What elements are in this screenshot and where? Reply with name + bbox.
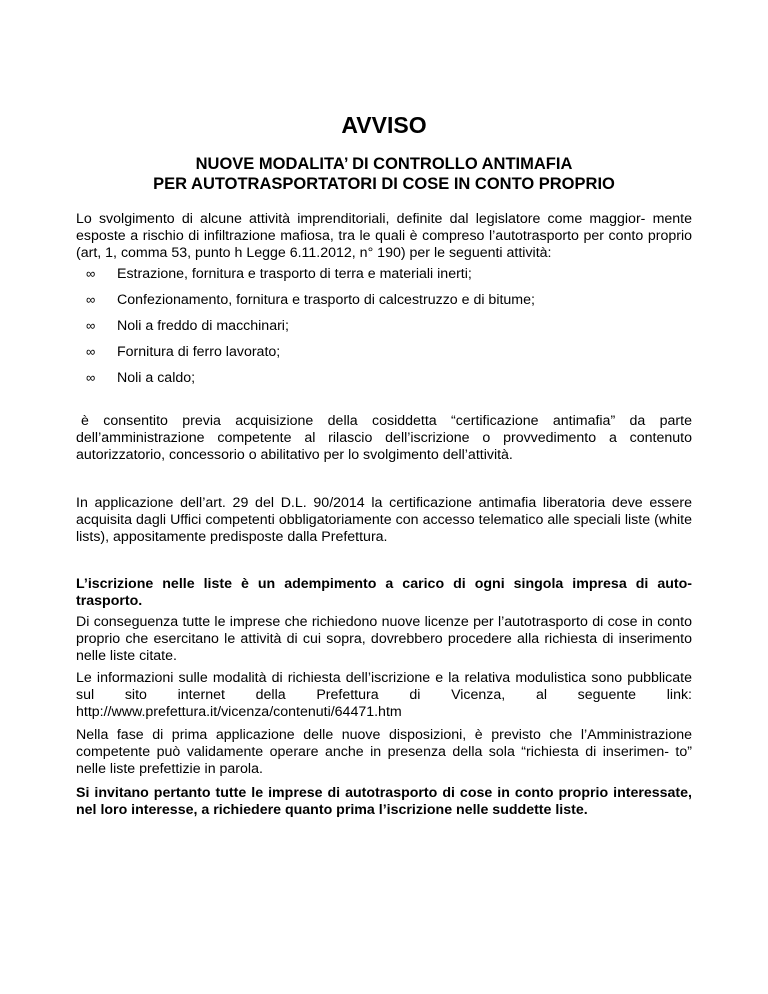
infinity-bullet-icon: ∞ (86, 292, 96, 308)
list-item-text: Estrazione, fornitura e trasporto di terra e materiali inerti; (117, 266, 472, 282)
conseguenza-paragraph: Di conseguenza tutte le imprese che richiedono nuove licenze per l’autotrasporto di cose in conto proprio che esercitano le attività di cui sopra, dovrebbero procedere alla richiesta di inserimento nelle liste citate. (76, 614, 692, 664)
subtitle-line-2: PER AUTOTRASPORTATORI DI COSE IN CONTO PROPRIO (153, 175, 615, 193)
infinity-bullet-icon: ∞ (86, 344, 96, 360)
list-item (76, 266, 692, 283)
activities-list (76, 266, 692, 396)
list-item-text: Fornitura di ferro lavorato; (117, 344, 281, 361)
iscrizione-paragraph: L’iscrizione nelle liste è un adempimento a carico di ogni singola impresa di auto- trasporto. (76, 576, 692, 609)
list-item (76, 370, 692, 387)
document-subtitle (76, 154, 692, 194)
list-item (76, 318, 692, 335)
list-item (76, 292, 692, 309)
list-item-text: Confezionamento, fornitura e trasporto di calcestruzzo e di bitume; (117, 292, 535, 309)
consentito-paragraph: è consentito previa acquisizione della cosiddetta “certificazione antimafia” da parte dell’amministrazione competente al rilascio dell’iscrizione o provvedimento a contenuto autorizzatorio, concessorio o abilitativo per lo svolgimento dell’attività. (76, 413, 692, 463)
infinity-bullet-icon: ∞ (86, 370, 96, 386)
prima-applicazione-paragraph: Nella fase di prima applicazione delle nuove disposizioni, è previsto che l’Amministrazione competente può validamente operare anche in presenza della sola “richiesta di inserimen- to” nelle liste prefettizie in parola. (76, 727, 692, 777)
prefettura-link: http://www.prefettura.it/vicenza/contenuti/64471.htm (76, 703, 402, 720)
applicazione-paragraph: In applicazione dell’art. 29 del D.L. 90/2014 la certificazione antimafia liberatoria deve essere acquisita dagli Uffici competenti obbligatoriamente con accesso telematico alle speciali liste (white lists), appositamente predisposte dalla Prefettura. (76, 495, 692, 545)
infinity-bullet-icon: ∞ (86, 266, 96, 281)
list-item-text: Noli a caldo; (117, 370, 196, 387)
intro-paragraph: Lo svolgimento di alcune attività imprenditoriali, definite dal legislatore come maggior- mente esposte a rischio di infiltrazione mafiosa, tra le quali è compreso l’autotrasporto per conto proprio (art, 1, comma 53, punto h Legge 6.11.2012, n° 190) per le seguenti attività: (76, 211, 692, 261)
infinity-bullet-icon: ∞ (86, 318, 96, 334)
list-item-text: Noli a freddo di macchinari; (117, 318, 289, 335)
list-item (76, 344, 692, 361)
informazioni-block (76, 670, 692, 720)
invito-paragraph: Si invitano pertanto tutte le imprese di autotrasporto di cose in conto proprio interessate, nel loro interesse, a richiedere quanto prima l’iscrizione nelle suddette liste. (76, 785, 692, 818)
informazioni-paragraph: Le informazioni sulle modalità di richiesta dell’iscrizione e la relativa modulistica sono pubblicate sul sito internet della Prefettura di Vicenza, al seguente link: (76, 670, 692, 703)
document-title: AVVISO (341, 112, 427, 138)
subtitle-line-1: NUOVE MODALITA’ DI CONTROLLO ANTIMAFIA (195, 155, 573, 173)
